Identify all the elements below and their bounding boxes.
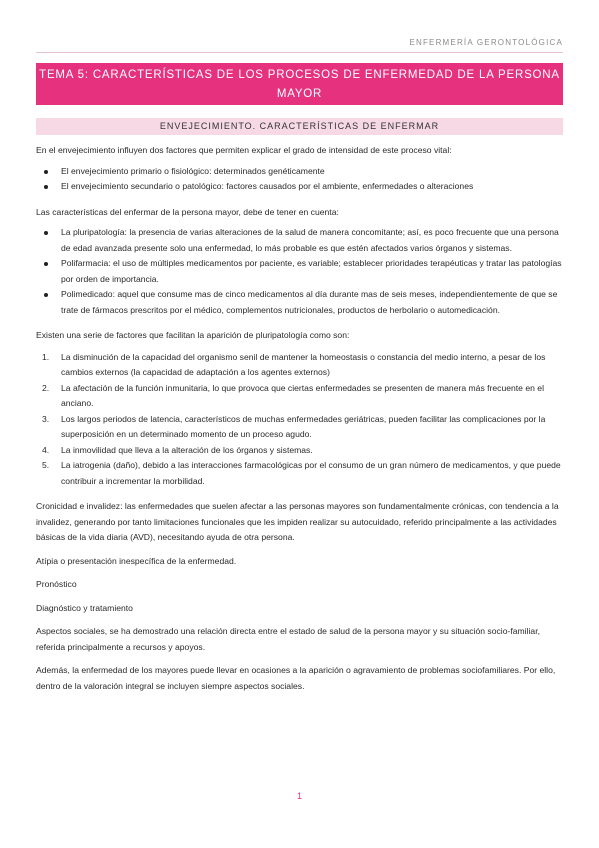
- running-header: ENFERMERÍA GERONTOLÓGICA: [409, 38, 563, 47]
- list-item: La iatrogenia (daño), debido a las interacciones farmacológicas por el consumo de un gran número de medicamentos, y que puede contribuir a incrementar la morbilidad.: [61, 460, 561, 486]
- atypia-paragraph: Atípia o presentación inespecífica de la enfermedad.: [36, 555, 237, 566]
- page-number: 1: [296, 791, 302, 801]
- characteristics-intro: Las características del enfermar de la persona mayor, debe de tener en cuenta:: [36, 206, 339, 217]
- section-subtitle: ENVEJECIMIENTO. CARACTERÍSTICAS DE ENFERMAR: [36, 118, 563, 135]
- intro-paragraph: En el envejecimiento influyen dos factores que permiten explicar el grado de intensidad de este proceso vital:: [36, 145, 452, 155]
- document-body: [36, 143, 565, 694]
- list-item: La disminución de la capacidad del organismo senil de mantener la homeostasis o constancia del medio interno, a pesar de los cambios externos (la capacidad de adaptación a los agentes externos): [61, 351, 546, 377]
- list-item: La pluripatología: la presencia de varias alteraciones de la salud de manera concomitante; así, es poco frecuente que una persona de edad avanzada presente solo una enfermedad, lo más probable es que estén afectados varios órganos y sistemas.: [36, 225, 565, 256]
- list-item: Polifarmacia: el uso de múltiples medicamentos por paciente, es variable; establecer prioridades terapéuticas y tratar las patologías por orden de importancia.: [36, 256, 565, 287]
- diagnosis-paragraph: Diagnóstico y tratamiento: [36, 602, 133, 613]
- list-item: El envejecimiento secundario o patológico: factores causados por el ambiente, enfermedades o alteraciones: [36, 179, 565, 195]
- chapter-title: TEMA 5: CARACTERÍSTICAS DE LOS PROCESOS DE ENFERMEDAD DE LA PERSONA MAYOR: [36, 63, 563, 105]
- list-item: Polimedicado: aquel que consume mas de cinco medicamentos al día durante mas de seis meses, independientemente de que se trate de fármacos prescritos por el médico, complementos nutricionales, productos de herbolario o automedicación.: [36, 287, 565, 318]
- social-paragraph: Aspectos sociales, se ha demostrado una relación directa entre el estado de salud de la persona mayor y su situación socio-familiar, referida principalmente a recursos y apoyos.: [36, 626, 540, 652]
- list-item: El envejecimiento primario o fisiológico: determinados genéticamente: [36, 164, 565, 180]
- list-item: La inmovilidad que lleva a la alteración de los órganos y sistemas.: [61, 444, 313, 455]
- aging-factors-list: [36, 164, 565, 195]
- pluripathology-factors-list: [36, 350, 565, 490]
- characteristics-list: [36, 225, 565, 318]
- header-divider: [36, 52, 563, 53]
- additionally-paragraph: Además, la enfermedad de los mayores puede llevar en ocasiones a la aparición o agravamiento de problemas sociofamiliares. Por ello, dentro de la valoración integral se incluyen siempre aspectos sociales.: [36, 665, 556, 691]
- prognosis-paragraph: Pronóstico: [36, 579, 77, 589]
- list-item: Los largos periodos de latencia, característicos de muchas enfermedades geriátricas, pueden facilitar las complicaciones por la superposición en un determinado momento de un proceso agudo.: [61, 413, 546, 439]
- chronicity-paragraph: Cronicidad e invalidez: las enfermedades que suelen afectar a las personas mayores son fundamentalmente crónicas, con tendencia a la invalidez, generando por tanto limitaciones funcionales que les impiden realizar su autocuidado, referido principalmente a las actividades básicas de la vida diaria (AVD), necesitando ayuda de otra persona.: [36, 501, 559, 542]
- list-item: La afectación de la función inmunitaria, lo que provoca que ciertas enfermedades se presenten de manera más frecuente en el anciano.: [61, 382, 544, 408]
- pluripathology-factors-intro: Existen una serie de factores que facilitan la aparición de pluripatología como son:: [36, 330, 350, 340]
